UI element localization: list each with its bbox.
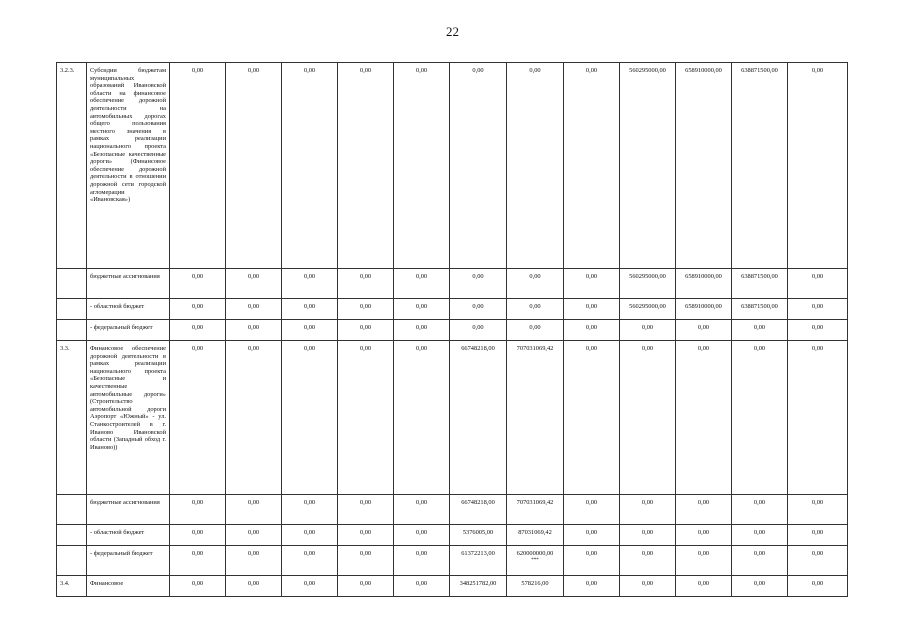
row-description: бюджетные ассигнования (87, 495, 170, 525)
value-cell (450, 495, 507, 525)
value-text: 0,00 (585, 67, 598, 74)
row-code: 3.4. (57, 576, 87, 597)
value-text: 0,00 (472, 324, 484, 331)
value-text: 0,00 (303, 550, 316, 557)
value-cell (450, 546, 507, 576)
value-cell (788, 320, 848, 341)
row-description: - областной бюджет (87, 299, 170, 320)
value-cell (620, 495, 676, 525)
value-cell (564, 576, 620, 597)
value-cell (620, 320, 676, 341)
row-description: Субсидии бюджетам муниципальных образований Ивановской области на финансовое обеспечение дорожной деятельности на автомобильных дорогах общего пользования местного значения в рамках реализации национального проекта «Безопасные качественные дороги» (Финансовое обеспечение дорожной деятельности в отношении дорожной сети городской агломерации «Ивановская») (87, 63, 170, 269)
value-cell (732, 63, 788, 269)
value-text: 0,00 (585, 273, 598, 280)
value-cell (564, 299, 620, 320)
footnote-mark: *** (531, 557, 539, 563)
value-text: 0,00 (472, 303, 484, 310)
value-text: 560295000,00 (629, 67, 666, 74)
value-text: 0,00 (753, 324, 766, 331)
value-cell (788, 299, 848, 320)
value-text: 0,00 (811, 324, 824, 331)
value-text: 0,00 (585, 529, 598, 536)
value-cell (226, 546, 282, 576)
value-cell (226, 495, 282, 525)
value-cell (676, 546, 732, 576)
value-text: 0,00 (472, 273, 484, 280)
value-cell (226, 299, 282, 320)
value-cell (394, 341, 450, 495)
value-text: 0,00 (697, 499, 710, 506)
value-cell (564, 495, 620, 525)
value-text: 0,00 (811, 550, 824, 557)
value-text: 0,00 (359, 303, 372, 310)
value-cell (282, 341, 338, 495)
value-cell (394, 63, 450, 269)
row-code (57, 525, 87, 546)
value-text: 0,00 (415, 67, 428, 74)
value-cell (676, 495, 732, 525)
budget-table (56, 62, 848, 597)
value-cell (170, 63, 226, 269)
value-text: 0,00 (811, 580, 824, 587)
value-text: 0,00 (641, 499, 654, 506)
value-text: 0,00 (191, 499, 204, 506)
value-cell (338, 495, 394, 525)
value-cell (507, 525, 564, 546)
value-text: 0,00 (247, 303, 260, 310)
value-text: 0,00 (697, 345, 710, 352)
value-cell (338, 63, 394, 269)
value-cell (170, 269, 226, 299)
value-text: 560295000,00 (629, 273, 666, 280)
value-cell (338, 341, 394, 495)
value-cell (507, 299, 564, 320)
value-text: 0,00 (415, 550, 428, 557)
value-cell (676, 63, 732, 269)
value-text: 0,00 (641, 345, 654, 352)
value-cell (732, 299, 788, 320)
value-text: 0,00 (753, 580, 766, 587)
value-text: 5376005,00 (462, 529, 494, 536)
value-cell (226, 576, 282, 597)
value-text: 0,00 (415, 345, 428, 352)
value-cell (282, 269, 338, 299)
value-text: 658910000,00 (685, 67, 722, 74)
value-cell (338, 320, 394, 341)
value-text: 0,00 (529, 273, 541, 280)
row-code (57, 495, 87, 525)
value-text: 0,00 (359, 345, 372, 352)
value-text: 87031069,42 (518, 529, 552, 536)
value-text: 707031069,42 (516, 499, 554, 506)
row-description: - федеральный бюджет (87, 320, 170, 341)
value-text: 0,00 (359, 580, 372, 587)
value-text: 0,00 (811, 273, 824, 280)
value-cell (226, 63, 282, 269)
row-code: 3.3. (57, 341, 87, 495)
value-cell (676, 320, 732, 341)
table-body (57, 63, 848, 597)
value-text: 0,00 (415, 273, 428, 280)
value-text: 0,00 (641, 529, 654, 536)
value-text: 658910000,00 (685, 303, 722, 310)
value-text: 0,00 (191, 67, 204, 74)
value-cell (788, 525, 848, 546)
value-cell (282, 495, 338, 525)
value-text: 0,00 (415, 580, 428, 587)
value-cell (620, 299, 676, 320)
value-cell (676, 299, 732, 320)
value-cell (564, 269, 620, 299)
value-cell (226, 525, 282, 546)
value-cell (564, 63, 620, 269)
value-cell (338, 269, 394, 299)
value-cell (282, 320, 338, 341)
value-cell (788, 576, 848, 597)
value-text: 658910000,00 (685, 273, 722, 280)
value-cell (564, 525, 620, 546)
value-text: 0,00 (359, 324, 372, 331)
value-text: 0,00 (585, 324, 598, 331)
value-text: 0,00 (811, 345, 824, 352)
value-cell (450, 576, 507, 597)
value-cell (450, 299, 507, 320)
value-cell (394, 299, 450, 320)
table-row (57, 495, 848, 525)
value-cell (338, 576, 394, 597)
value-text: 0,00 (191, 273, 204, 280)
value-text: 0,00 (303, 499, 316, 506)
row-code: 3.2.3. (57, 63, 87, 269)
value-cell (394, 576, 450, 597)
value-cell (282, 525, 338, 546)
value-text: 0,00 (247, 67, 260, 74)
value-cell (788, 63, 848, 269)
value-cell (507, 546, 564, 576)
value-cell (170, 299, 226, 320)
value-cell (394, 546, 450, 576)
value-cell (507, 63, 564, 269)
value-cell (394, 320, 450, 341)
value-cell (394, 495, 450, 525)
row-description: - областной бюджет (87, 525, 170, 546)
value-text: 638871500,00 (741, 273, 778, 280)
value-cell (170, 576, 226, 597)
page-number: 22 (446, 24, 459, 39)
value-text: 0,00 (359, 550, 372, 557)
row-code (57, 546, 87, 576)
value-text: 0,00 (811, 529, 824, 536)
value-text: 0,00 (303, 273, 316, 280)
value-cell (676, 576, 732, 597)
value-text: 0,00 (753, 499, 766, 506)
value-cell (170, 525, 226, 546)
value-text: 0,00 (191, 550, 204, 557)
table-row (57, 341, 848, 495)
value-cell (507, 576, 564, 597)
value-cell (732, 269, 788, 299)
value-cell (676, 525, 732, 546)
value-text: 0,00 (303, 529, 316, 536)
table-row (57, 576, 848, 597)
value-text: 66748218,00 (461, 345, 495, 352)
value-text: 0,00 (415, 529, 428, 536)
value-cell (788, 269, 848, 299)
value-cell (507, 320, 564, 341)
value-text: 66748218,00 (461, 499, 495, 506)
value-text: 0,00 (191, 303, 204, 310)
value-text: 0,00 (303, 67, 316, 74)
value-cell (732, 576, 788, 597)
value-text: 0,00 (191, 324, 204, 331)
value-text: 0,00 (247, 273, 260, 280)
value-text: 0,00 (303, 345, 316, 352)
value-text: 707031069,42 (516, 345, 554, 352)
value-text: 0,00 (529, 303, 541, 310)
value-text: 0,00 (585, 580, 598, 587)
value-text: 638871500,00 (741, 303, 778, 310)
value-text: 0,00 (415, 324, 428, 331)
value-text: 578216,00 (521, 580, 549, 587)
value-text: 0,00 (641, 580, 654, 587)
value-text: 0,00 (811, 499, 824, 506)
row-description: бюджетные ассигнования (87, 269, 170, 299)
value-cell (170, 495, 226, 525)
value-cell (620, 269, 676, 299)
value-cell (450, 269, 507, 299)
value-text: 0,00 (191, 580, 204, 587)
value-cell (394, 525, 450, 546)
value-text: 0,00 (303, 580, 316, 587)
value-cell (282, 576, 338, 597)
value-cell (226, 269, 282, 299)
value-cell (732, 495, 788, 525)
value-cell (450, 320, 507, 341)
value-cell (170, 546, 226, 576)
value-text: 0,00 (303, 324, 316, 331)
value-cell (620, 63, 676, 269)
value-text: 0,00 (359, 529, 372, 536)
value-cell (620, 576, 676, 597)
row-code (57, 269, 87, 299)
table-row (57, 525, 848, 546)
value-cell (338, 546, 394, 576)
value-text: 0,00 (585, 303, 598, 310)
value-text: 0,00 (247, 550, 260, 557)
value-text: 0,00 (359, 499, 372, 506)
value-cell (507, 495, 564, 525)
value-cell (170, 341, 226, 495)
value-text: 0,00 (811, 303, 824, 310)
value-text: 0,00 (529, 324, 541, 331)
value-cell (282, 63, 338, 269)
value-cell (338, 299, 394, 320)
value-cell (788, 546, 848, 576)
value-text: 0,00 (247, 529, 260, 536)
table-row (57, 269, 848, 299)
value-text: 0,00 (247, 324, 260, 331)
value-cell (676, 269, 732, 299)
value-text: 0,00 (811, 67, 824, 74)
value-cell (788, 341, 848, 495)
value-cell (732, 525, 788, 546)
value-cell (394, 269, 450, 299)
value-text: 0,00 (641, 550, 654, 557)
value-cell (564, 320, 620, 341)
value-text: 0,00 (697, 529, 710, 536)
value-cell (620, 525, 676, 546)
table-row (57, 299, 848, 320)
value-text: 0,00 (753, 529, 766, 536)
row-description: - федеральный бюджет (87, 546, 170, 576)
value-cell (450, 341, 507, 495)
table-row (57, 63, 848, 269)
row-code (57, 320, 87, 341)
value-text: 0,00 (247, 345, 260, 352)
value-cell (564, 546, 620, 576)
table-row (57, 320, 848, 341)
row-description: Финансовое обеспечение дорожной деятельности в рамках реализации национального проекта «Безопасные и качественные автомобильные дороги» (Строительство автомобильной дороги Аэропорт «Южный» - ул. Станкостроителей в г. Иваново Ивановской области (Западный обход г. Иваново)) (87, 341, 170, 495)
value-text: 0,00 (415, 499, 428, 506)
value-text: 0,00 (753, 550, 766, 557)
value-text: 0,00 (472, 67, 484, 74)
value-text: 0,00 (697, 550, 710, 557)
value-text: 0,00 (529, 67, 541, 74)
value-text: 0,00 (753, 345, 766, 352)
value-cell (620, 341, 676, 495)
value-text: 0,00 (415, 303, 428, 310)
value-text: 0,00 (697, 580, 710, 587)
value-text: 620000000,00 (516, 550, 554, 557)
value-cell (564, 341, 620, 495)
value-cell (507, 269, 564, 299)
value-cell (507, 341, 564, 495)
value-text: 0,00 (359, 273, 372, 280)
value-text: 0,00 (247, 580, 260, 587)
value-text: 0,00 (697, 324, 710, 331)
value-cell (732, 320, 788, 341)
table-row (57, 546, 848, 576)
value-text: 0,00 (247, 499, 260, 506)
value-text: 61372213,00 (461, 550, 495, 557)
value-cell (338, 525, 394, 546)
value-text: 638871500,00 (741, 67, 778, 74)
value-text: 0,00 (303, 303, 316, 310)
value-text: 0,00 (191, 529, 204, 536)
value-cell (450, 63, 507, 269)
value-cell (282, 546, 338, 576)
value-cell (282, 299, 338, 320)
value-cell (450, 525, 507, 546)
value-text: 0,00 (191, 345, 204, 352)
value-cell (676, 341, 732, 495)
value-text: 0,00 (641, 324, 654, 331)
value-cell (620, 546, 676, 576)
value-cell (226, 320, 282, 341)
value-cell (788, 495, 848, 525)
value-text: 348251782,00 (459, 580, 497, 587)
value-text: 560295000,00 (629, 303, 666, 310)
row-description: Финансовое (87, 576, 170, 597)
row-code (57, 299, 87, 320)
value-text: 0,00 (585, 345, 598, 352)
value-cell (226, 341, 282, 495)
value-cell (732, 546, 788, 576)
value-text: 0,00 (585, 550, 598, 557)
value-text: 0,00 (359, 67, 372, 74)
value-cell (170, 320, 226, 341)
value-text: 0,00 (585, 499, 598, 506)
value-cell (732, 341, 788, 495)
